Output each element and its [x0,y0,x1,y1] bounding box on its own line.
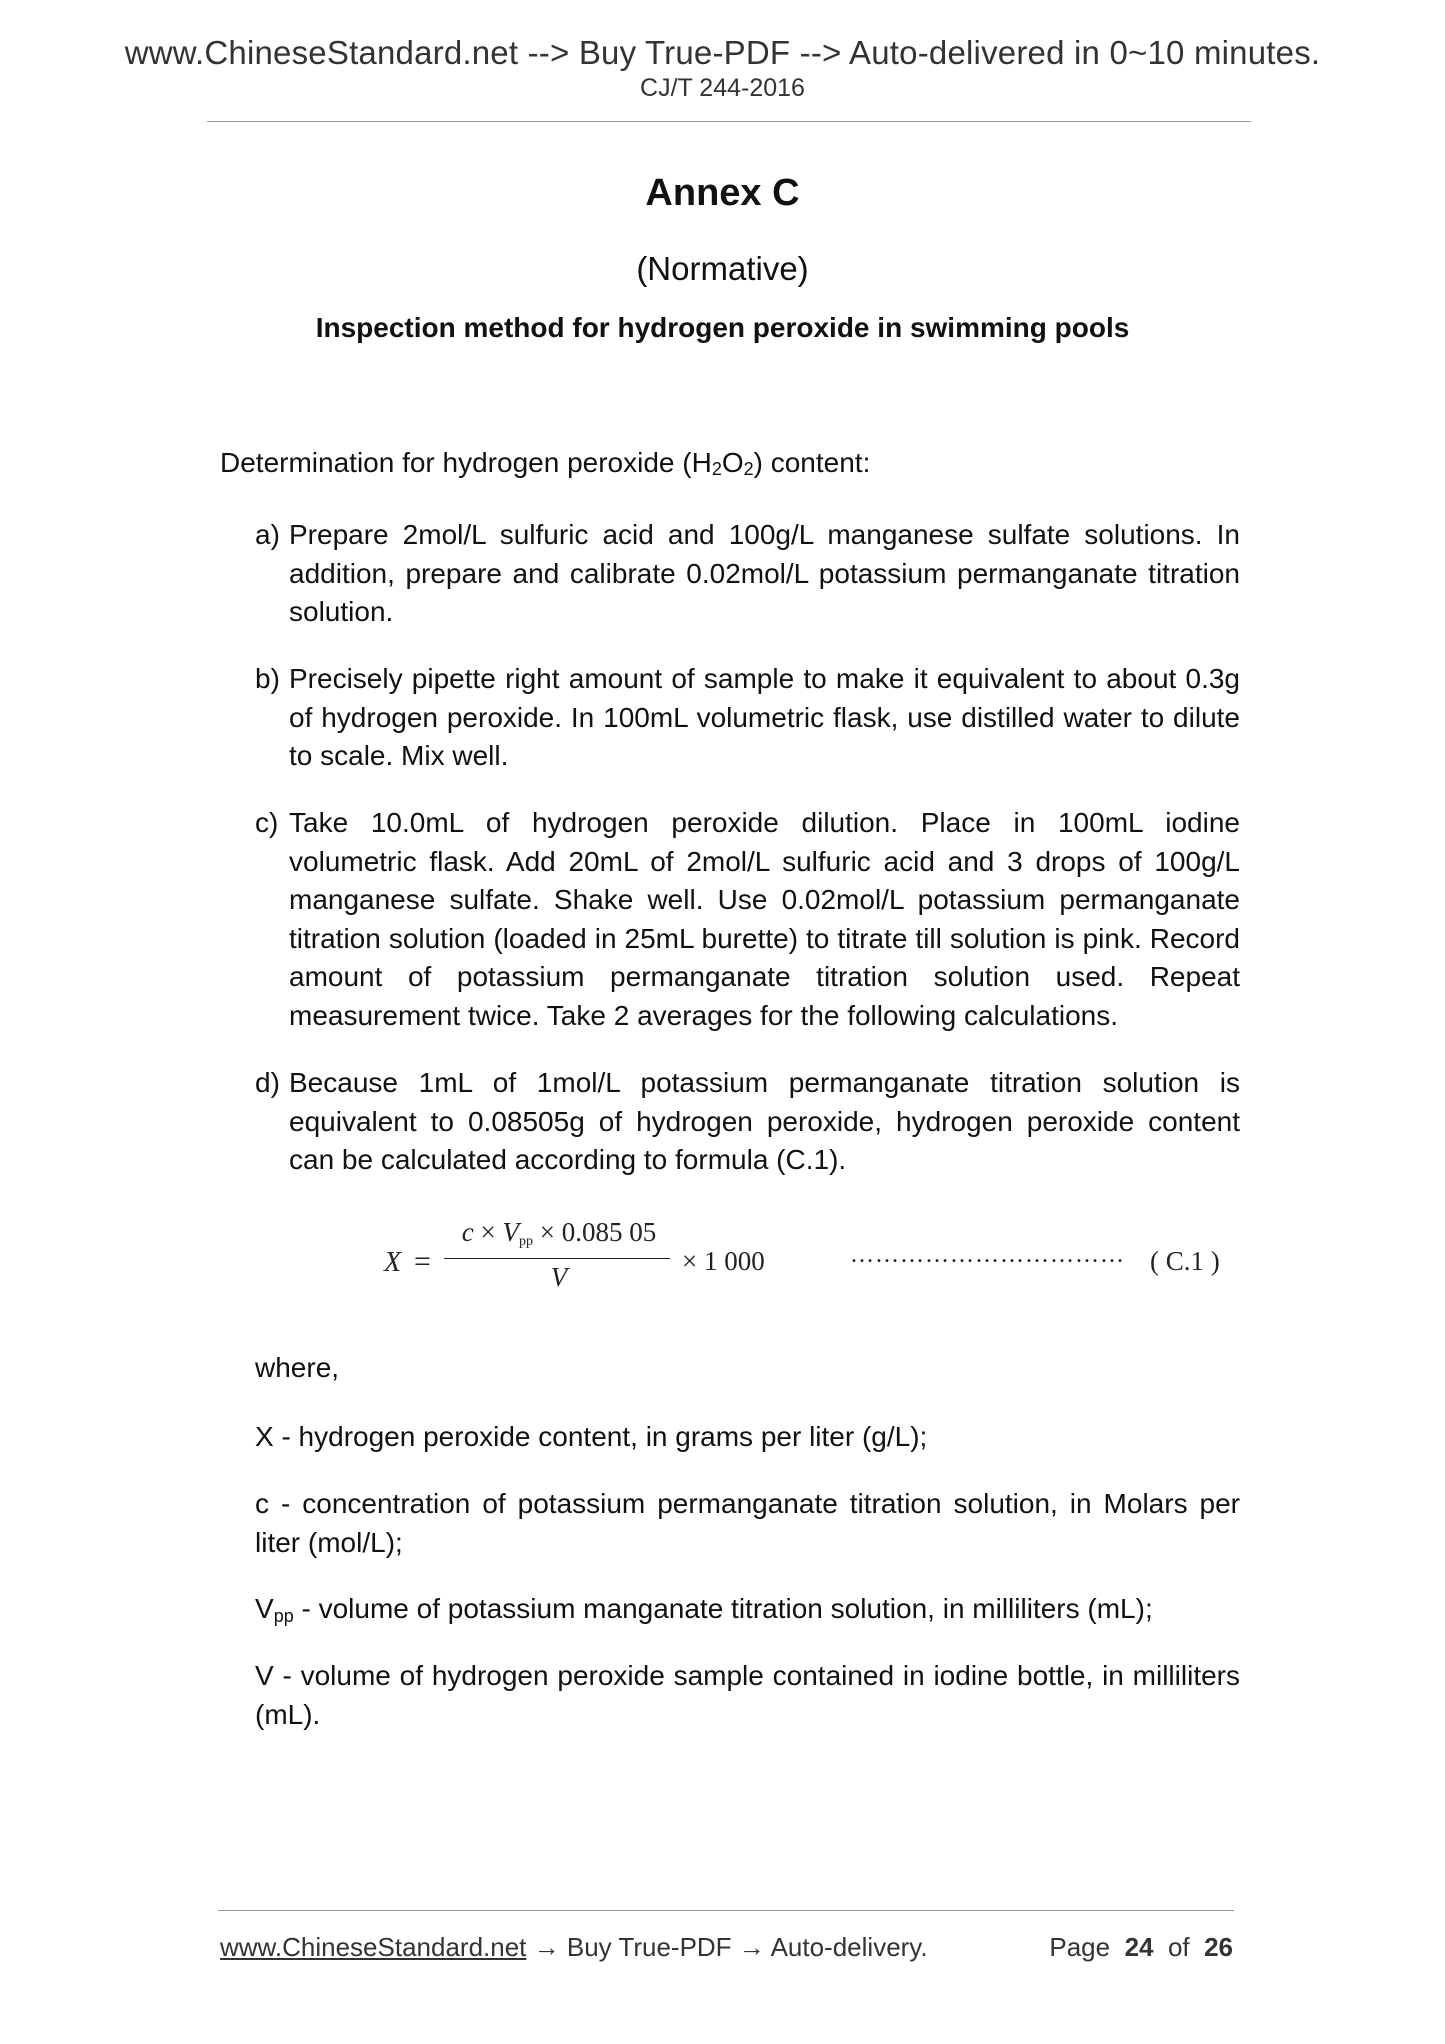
footer-promo [220,1932,928,1963]
standard-code: CJ/T 244-2016 [640,74,805,102]
step-a [255,516,1240,632]
formula-reference: ( C.1 ) [1150,1246,1220,1276]
step-label: a) [255,519,280,550]
step-text: Precisely pipette right amount of sample to make it equivalent to about 0.3g of hydrogen peroxide. In 100mL volumetric flask, use distilled water to dilute to scale. Mix well. [289,663,1240,771]
definition-vpp [255,1590,1240,1636]
intro-paragraph [220,447,870,480]
intro-sub-2: 2 [743,459,754,479]
step-text: Prepare 2mol/L sulfuric acid and 100g/L manganese sulfate solutions. In addition, prepare and calibrate 0.02mol/L potassium permanganate titration solution. [289,519,1240,627]
footer-text: → Buy True-PDF → Auto-delivery. [526,1932,928,1962]
step-b [255,660,1240,776]
formula-lhs: X [384,1247,402,1278]
step-c [255,804,1240,1035]
formula-v: V [502,1217,519,1247]
definition-v: V - volume of hydrogen peroxide sample contained in iodine bottle, in milliliters (mL). [255,1660,1240,1730]
step-d [255,1064,1240,1180]
step-label: b) [255,663,280,694]
formula-multiplier: × 1 000 [682,1246,765,1276]
formula-v-sub: pp [518,1234,533,1249]
formula-equals: = [414,1245,431,1278]
vpp-subscript: pp [273,1606,294,1626]
page-label: Page [1049,1932,1111,1962]
vpp-text: - volume of potassium manganate titration solution, in milliliters (mL); [293,1593,1153,1624]
formula-c1 [380,1215,1240,1305]
step-label: c) [255,807,279,838]
step-text: Because 1mL of 1mol/L potassium permanganate titration solution is equivalent to 0.08505g of hydrogen peroxide, hydrogen peroxide content can be calculated according to formula (C.1). [289,1067,1240,1175]
page-indicator [1049,1932,1233,1963]
formula-leader-dots: …………………………… [850,1242,1125,1268]
intro-sub-1: 2 [711,459,722,479]
definition-c: c - concentration of potassium permanganate titration solution, in Molars per liter (mol/L); [255,1488,1240,1558]
annex-title: Annex C [645,172,800,214]
step-text: Take 10.0mL of hydrogen peroxide dilution. Place in 100mL iodine volumetric flask. Add 20mL of 2mol/L sulfuric acid and 3 drops of 100g/L manganese sulfate. Shake well. Use 0.02mol/L potassium permanganate titration solution (loaded in 25mL burette) to titrate till solution is pink. Record amount of potassium permanganate titration solution used. Repeat measurement twice. Take 2 averages for the following calculations. [289,807,1240,1031]
page-number: 24 [1124,1932,1154,1962]
formula-c: c [461,1217,474,1247]
intro-mid: O [721,447,744,478]
formula-times: × [473,1217,503,1247]
page-total: 26 [1204,1932,1233,1962]
where-label: where, [255,1352,340,1383]
annex-type: (Normative) [636,250,809,287]
intro-after: ) content: [753,447,871,478]
header-divider [207,121,1251,122]
footer-divider [218,1910,1234,1911]
intro-before: Determination for hydrogen peroxide (H [220,447,712,478]
formula-factor: × 0.085 05 [532,1217,657,1247]
footer-link[interactable]: www.ChineseStandard.net [220,1932,527,1962]
definition-x: X - hydrogen peroxide content, in grams per liter (g/L); [255,1421,928,1452]
of-label: of [1167,1932,1190,1962]
top-banner: www.ChineseStandard.net --> Buy True-PDF --> Auto-delivered in 0~10 minutes. [124,34,1321,71]
vpp-symbol: V [255,1593,274,1624]
formula-numerator [448,1217,670,1250]
fraction-bar [444,1258,670,1259]
formula-denominator: V [550,1262,568,1292]
step-label: d) [255,1067,280,1098]
annex-heading: Inspection method for hydrogen peroxide in swimming pools [315,312,1130,343]
